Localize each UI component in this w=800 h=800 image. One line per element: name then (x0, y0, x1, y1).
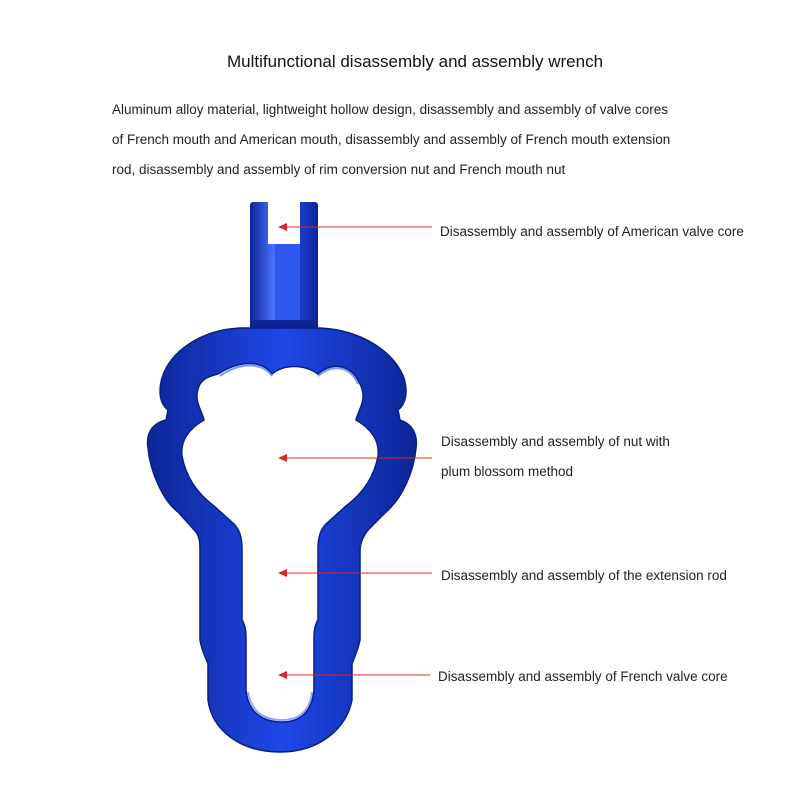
callout-american-valve-core: Disassembly and assembly of American valve core (440, 224, 744, 239)
callout-extension-rod: Disassembly and assembly of the extension rod (441, 568, 727, 583)
description-line-3: rod, disassembly and assembly of rim conversion nut and French mouth nut (112, 162, 566, 177)
callout-french-valve-core: Disassembly and assembly of French valve core (438, 669, 728, 684)
valve-core-slot-stem (250, 202, 318, 330)
wrench-body (148, 328, 417, 752)
callout-plum-nut-line-1: Disassembly and assembly of nut with (441, 434, 670, 449)
callout-plum-nut-line-2: plum blossom method (441, 464, 574, 479)
description-line-2: of French mouth and American mouth, disassembly and assembly of French mouth extension (112, 132, 671, 147)
description-line-1: Aluminum alloy material, lightweight hollow design, disassembly and assembly of valve cores (112, 102, 669, 117)
callout-arrow-french-valve (278, 671, 430, 679)
page-title: Multifunctional disassembly and assembly wrench (226, 52, 604, 71)
